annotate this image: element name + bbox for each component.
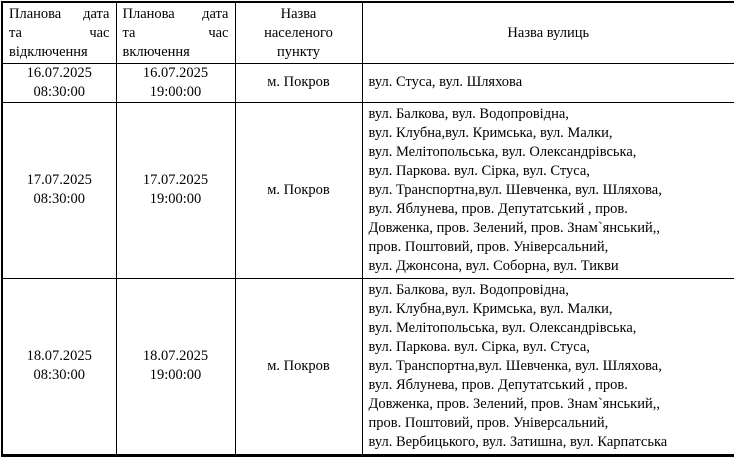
- street-line: вул. Клубна,вул. Кримська, вул. Малки,: [369, 124, 731, 143]
- street-line: вул. Балкова, вул. Водопровідна,: [369, 105, 731, 124]
- off-datetime-cell: [2, 63, 116, 102]
- header-cell-on-datetime: [116, 2, 235, 63]
- on-datetime-cell: [116, 63, 235, 102]
- on-datetime-cell: [116, 278, 235, 455]
- on-time: 19:00:00: [117, 83, 235, 102]
- header-line: включення: [123, 43, 229, 62]
- on-time: 19:00:00: [117, 190, 235, 209]
- street-line: вул. Мелітопольська, вул. Олександрівська,: [369, 319, 731, 338]
- outage-row: [2, 63, 734, 102]
- off-date: 16.07.2025: [3, 64, 116, 83]
- on-date: 18.07.2025: [117, 347, 235, 366]
- on-time: 19:00:00: [117, 366, 235, 385]
- off-date: 18.07.2025: [3, 347, 116, 366]
- street-line: вул. Балкова, вул. Водопровідна,: [369, 281, 731, 300]
- on-date: 16.07.2025: [117, 64, 235, 83]
- street-line: вул. Джонсона, вул. Соборна, вул. Тикви: [369, 257, 731, 276]
- header-cell-streets: [362, 2, 734, 63]
- outage-row: [2, 278, 734, 455]
- street-line: вул. Яблунева, пров. Депутатський , пров.: [369, 200, 731, 219]
- on-date: 17.07.2025: [117, 171, 235, 190]
- street-line: вул. Яблунева, пров. Депутатський , пров.: [369, 376, 731, 395]
- header-row: [2, 2, 734, 63]
- off-date: 17.07.2025: [3, 171, 116, 190]
- street-line: вул. Транспортна,вул. Шевченка, вул. Шляхова,: [369, 357, 731, 376]
- settlement-cell: м. Покров: [235, 278, 362, 455]
- header-line: пункту: [242, 43, 356, 62]
- header-line: та час: [9, 24, 110, 43]
- header-line: Планова дата: [9, 5, 110, 24]
- street-line: вул. Клубна,вул. Кримська, вул. Малки,: [369, 300, 731, 319]
- off-time: 08:30:00: [3, 83, 116, 102]
- header-line: та час: [123, 24, 229, 43]
- header-line: відключення: [9, 43, 110, 62]
- street-line: пров. Поштовий, пров. Універсальний,: [369, 238, 731, 257]
- off-time: 08:30:00: [3, 366, 116, 385]
- street-line: вул. Паркова. вул. Сірка, вул. Стуса,: [369, 162, 731, 181]
- outage-table: [1, 1, 734, 457]
- header-cell-settlement: [235, 2, 362, 63]
- header-cell-off-datetime: [2, 2, 116, 63]
- header-line: Назва: [242, 5, 356, 24]
- outage-row: [2, 102, 734, 278]
- header-line: Назва вулиць: [363, 24, 734, 43]
- street-line: вул. Транспортна,вул. Шевченка, вул. Шляхова,: [369, 181, 731, 200]
- street-line: Довженка, пров. Зелений, пров. Знам`янський,,: [369, 219, 731, 238]
- off-time: 08:30:00: [3, 190, 116, 209]
- off-datetime-cell: [2, 102, 116, 278]
- header-line: населеного: [242, 24, 356, 43]
- street-line: Довженка, пров. Зелений, пров. Знам`янський,,: [369, 395, 731, 414]
- off-datetime-cell: [2, 278, 116, 455]
- header-line: Планова дата: [123, 5, 229, 24]
- street-line: пров. Поштовий, пров. Універсальний,: [369, 414, 731, 433]
- settlement-cell: м. Покров: [235, 102, 362, 278]
- outage-schedule-page: [0, 1, 734, 453]
- street-line: вул. Мелітопольська, вул. Олександрівська,: [369, 143, 731, 162]
- on-datetime-cell: [116, 102, 235, 278]
- streets-cell: [362, 102, 734, 278]
- street-line: вул. Стуса, вул. Шляхова: [369, 73, 731, 92]
- street-line: вул. Вербицького, вул. Затишна, вул. Карпатська: [369, 433, 731, 452]
- settlement-cell: м. Покров: [235, 63, 362, 102]
- streets-cell: [362, 63, 734, 102]
- streets-cell: [362, 278, 734, 455]
- street-line: вул. Паркова. вул. Сірка, вул. Стуса,: [369, 338, 731, 357]
